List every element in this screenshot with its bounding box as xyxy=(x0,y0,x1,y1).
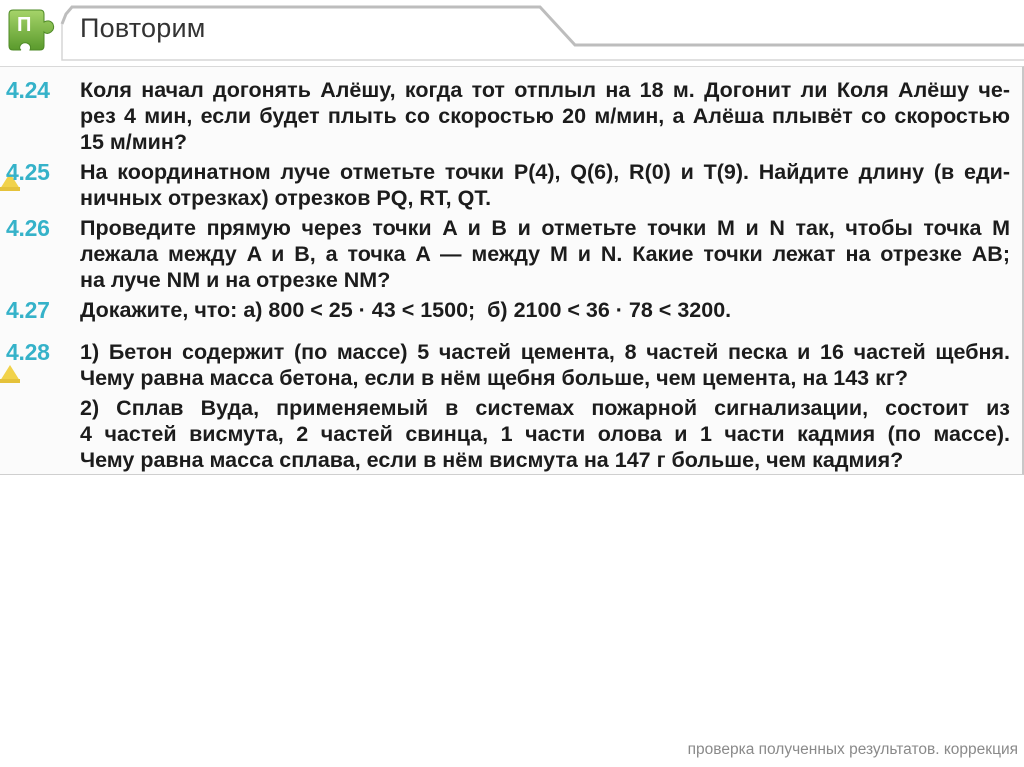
task-line: Докажите, что: а) 800 < 25 · 43 < 1500; б) 2100 < 36 · 78 < 3200. xyxy=(80,298,732,322)
task-line: Чему равна масса бетона, если в нём щебня больше, чем цемента, на 143 кг? xyxy=(80,366,908,390)
task-line: ничных отрезках) отрезков PQ, RT, QT. xyxy=(80,186,492,210)
page-title: Повторим xyxy=(80,13,206,43)
slide-header xyxy=(0,0,1024,64)
task-text xyxy=(80,77,1010,155)
task-line: На координатном луче отметьте точки P(4), Q(6), R(0) и T(9). Найдите длину (в еди- xyxy=(80,160,1010,184)
task-line: Чему равна масса сплава, если в нём висмута на 147 г больше, чем кадмия? xyxy=(80,448,904,472)
task-line: 2) Сплав Вуда, применяемый в системах пожарной сигнализации, состоит из xyxy=(80,396,1010,420)
task-number: 4.26 xyxy=(6,215,50,241)
task-line: рез 4 мин, если будет плыть со скоростью 20 м/мин, а Алёша плывёт со скоростью xyxy=(80,104,1010,128)
task-line: 15 м/мин? xyxy=(80,130,188,154)
task-text xyxy=(80,215,1010,293)
task-line: лежала между A и B, а точка A — между M и N. Какие точки лежат на отрезке AB; xyxy=(80,242,1010,266)
task-line: 4 частей висмута, 2 частей свинца, 1 части олова и 1 части кадмия (по массе). xyxy=(80,422,1010,446)
task-text xyxy=(80,159,1010,211)
task-number: 4.24 xyxy=(6,77,50,103)
task-line: Коля начал догонять Алёшу, когда тот отплыл на 18 м. Догонит ли Коля Алёшу че- xyxy=(80,78,1010,102)
task-number: 4.27 xyxy=(6,297,50,323)
puzzle-badge-icon xyxy=(6,8,56,54)
task-text xyxy=(80,339,1010,473)
task-number: 4.25 xyxy=(6,159,50,185)
footer-caption: проверка полученных результатов. коррекция xyxy=(687,741,1018,758)
task-line: 1) Бетон содержит (по массе) 5 частей цемента, 8 частей песка и 16 частей щебня. xyxy=(80,340,1010,364)
badge-letter: П xyxy=(17,14,32,36)
task-text xyxy=(80,297,1010,323)
task-line: Проведите прямую через точки A и B и отметьте точки M и N так, чтобы точка M xyxy=(80,216,1010,240)
textbook-excerpt xyxy=(0,66,1024,475)
task-number: 4.28 xyxy=(6,339,50,365)
task-line: на луче NM и на отрезке NM? xyxy=(80,268,391,292)
